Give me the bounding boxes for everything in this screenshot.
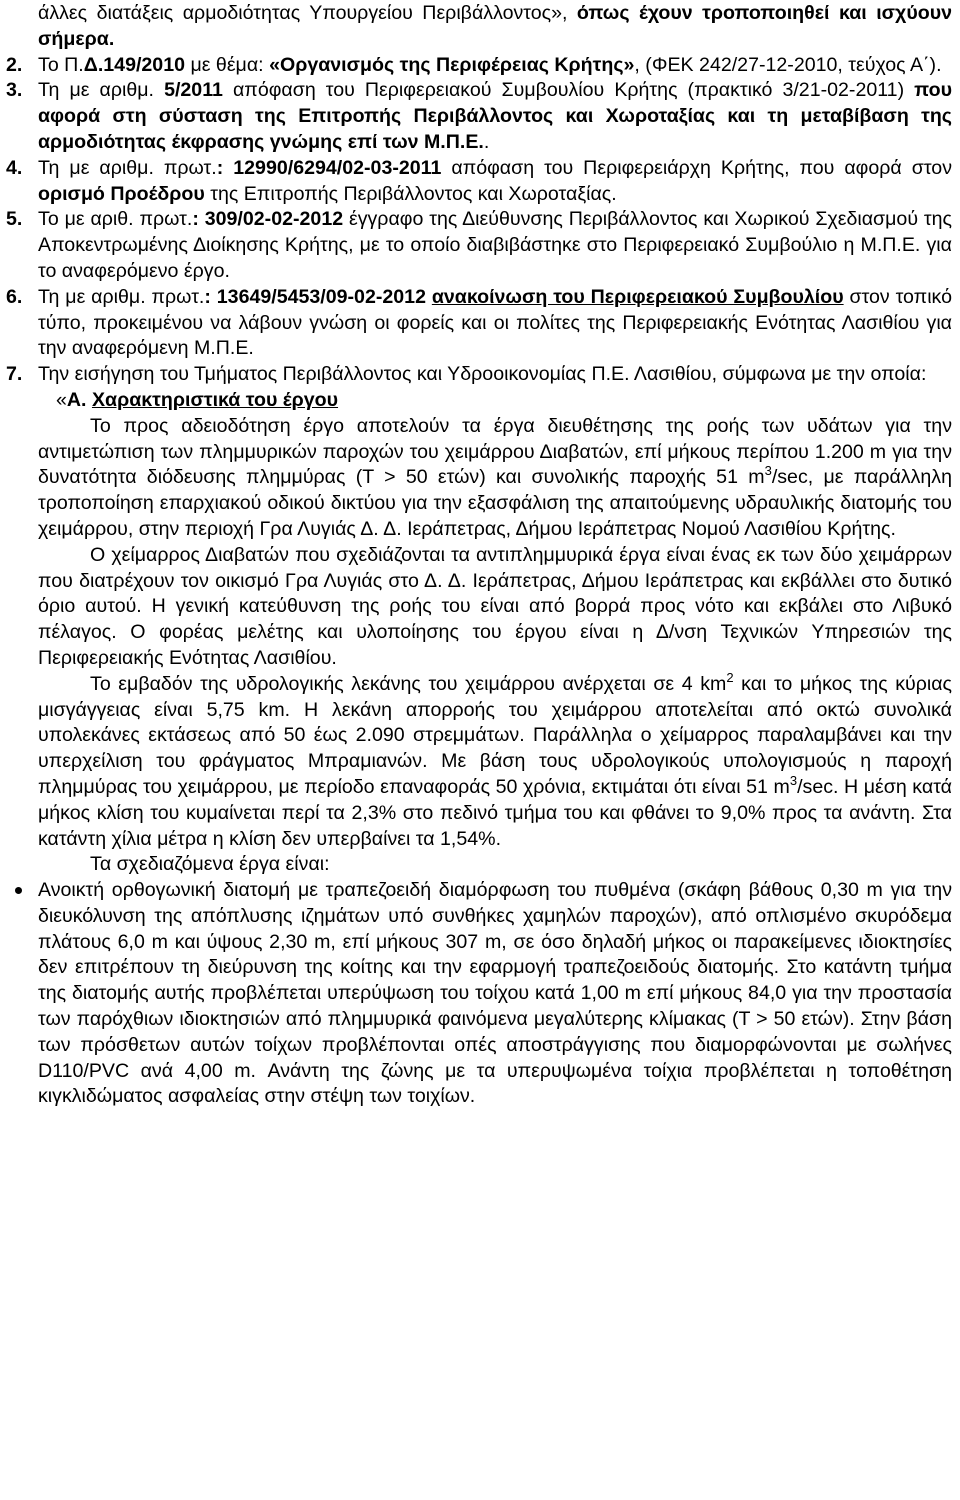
text-run: Τη με αριθμ. πρωτ. [38,156,217,179]
bold-run: : 309/02-02-2012 [192,208,344,231]
bold-run: : 12990/6294/02-03-2011 [216,156,442,179]
superscript: 3 [789,772,798,788]
section-letter: Α. [66,388,87,411]
list-number: 7. [6,363,23,386]
bold-run: : 13649/5453/09-02-2012 [204,285,426,308]
list-number: 6. [6,285,23,308]
list-number: 5. [6,208,23,231]
text-run: Το προς αδειοδότηση έργο αποτελούν τα έργα διευθέτησης της ροής των υδάτων για την αντιμετώπιση των πλημμυρικών παροχών του χειμάρρου Διαβατών, επί μήκους περίπου 1.200 m για την δυνατότητα διόδευσης πλημμύρας (Τ > 50 ετών) και συνολικής παροχής 51 m [38,414,952,489]
section-heading-a [38,388,952,414]
bullet-item-1 [38,878,952,1110]
text-run: . [483,130,490,153]
text-run: Την εισήγηση του Τμήματος Περιβάλλοντος και Υδροοικονομίας Π.Ε. Λασιθίου, σύμφωνα με την οποία: [38,363,927,386]
bold-run: ορισμό Προέδρου [38,182,205,205]
list-item-4 [6,156,952,208]
quote-mark: « [56,388,67,411]
list-item-7 [6,362,952,388]
text-run: έγγραφο της Διεύθυνσης Περιβάλλοντος και Χωρικού Σχεδιασμού της Αποκεντρωμένης Διοίκησης Κρήτης, με το οποίο διαβιβάστηκε στο Περιφερειακό Συμβούλιο η Μ.Π.Ε. για το αναφερόμενο έργο. [38,208,952,282]
text-run: Ανοικτή ορθογωνική διατομή με τραπεζοειδή διαμόρφωση του πυθμένα (σκάφη βάθους 0,30 m για την διευκόλυνση της απόπλυσης ιζημάτων υπό συνθήκες χαμηλών παροχών), από οπλισμένο σκυρόδεμα πλάτους 6,0 m και ύψους 2,30 m, επί μήκους 307 m, σε όσο δηλαδή μήκος οι παρακείμενες ιδιοκτησίες δεν επιτρέπουν τη διεύρυνση της κοίτης και την εφαρμογή τραπεζοειδούς διατομής. Στο κατάντη τμήμα της διατομής αυτής προβλέπεται υπερύψωση του τοίχου κατά 1,00 m επί μήκους 84,0 για την προστασία των παρόχθιων ιδιοκτησιών από πλημμυρικά φαινόμενα μεγαλύτερης κλίμακας (Τ > 50 ετών). Στην βάση των πρόσθετων αυτών τοίχων προβλέπονται οπές αποστράγγισης που διαμορφώνονται με σωλήνες D110/PVC ανά 4,00 m. Ανάντη της ζώνης με τα υπερυψωμένα τοίχια προβλέπεται η τοποθέτηση κιγκλιδώματος ασφαλείας στην στέψη των τοιχίων. [38,879,952,1108]
paragraph-a4: Τα σχεδιαζόμενα έργα είναι: [90,853,330,876]
bullet-icon [15,887,22,894]
list-number: 2. [6,53,23,76]
text-run: Τη με αριθμ. πρωτ. [38,285,205,308]
text-run: απόφαση του Περιφερειακού Συμβουλίου Κρήτης (πρακτικό 3/21-02-2011) [222,79,915,102]
list-number: 4. [6,156,23,179]
superscript: 2 [726,669,734,685]
text-run: Το εμβαδόν της υδρολογικής λεκάνης του χειμάρρου ανέρχεται σε 4 km [90,672,727,695]
paragraph-a3 [38,669,953,853]
text-run: στον τοπικό τύπο, προκειμένου να λάβουν γνώση οι φορείς και οι πολίτες της Περιφερειακής Ενότητας Λασιθίου για την αναφερόμενη Μ.Π.Ε. [38,285,952,360]
paragraph-a2: Ο χείμαρρος Διαβατών που σχεδιάζονται τα αντιπλημμυρικά έργα είναι ένας εκ των δύο χειμάρρων που διατρέχουν τον οικισμό Γρα Λυγιάς στο Δ. Δ. Ιεράπετρας, Δήμου Ιεράπετρας και εκβάλλει στο δυτικό όριο αυτού. Η γενική κατεύθυνση της ροής του είναι από βορρά προς νότο και εκβάλει στο Λιβυκό πέλαγος. Ο φορέας μελέτης και υλοποίησης του έργου είναι η Δ/νση Τεχνικών Υπηρεσιών της Περιφερειακής Ενότητας Λασιθίου. [38,543,952,669]
text-run: της Επιτροπής Περιβάλλοντος και Χωροταξίας. [204,182,617,205]
list-item-5 [6,207,952,284]
text-run: και το μήκος της κύριας μισγάγγειας είναι 5,75 km. Η λεκάνη απορροής του χειμάρρου αποτελείται από οκτώ συνολικά υπολεκάνες εκτάσεως από 50 έως 2.090 στρεμμάτων. Παράλληλα ο χείμαρρος παραλαμβάνει και την υπερχείλιση του φράγματος Μπραμιανών. Με βάση τους υδρολογικούς υπολογισμούς η παροχή πλημμύρας του χειμάρρου, με περίοδο επαναφοράς 50 χρόνια, εκτιμάται ότι είναι 51 m [38,672,953,798]
paragraph-intro [38,1,952,53]
text-run: Το με αριθ. πρωτ. [38,208,193,231]
list-number: 3. [6,79,23,102]
text-run: με θέμα: [185,53,270,76]
bold-run: Δ.149/2010 [83,53,186,76]
list-item-3 [6,78,952,155]
intro-bold-text: όπως έχουν τροποποιηθεί και ισχύουν σήμερα. [38,2,952,50]
text-run: Τη με αριθμ. [38,79,165,102]
text-run: , (ΦΕΚ 242/27-12-2010, τεύχος Α΄). [634,53,942,76]
text-run: απόφαση του Περιφερειάρχη Κρήτης, που αφορά στον [441,156,952,179]
intro-text: άλλες διατάξεις αρμοδιότητας Υπουργείου Περιβάλλοντος», [38,2,577,24]
bold-run: 5/2011 [164,79,223,102]
text-run: /sec. Η μέση κατά μήκος κλίση του κυμαίνεται περί τα 2,3% στο πεδινό τμήμα του και φθάνει το 9,0% προς τα ανάντη. Στα κατάντη χίλια μέτρα η κλίση δεν υπερβαίνει τα 1,54%. [38,775,952,850]
superscript: 3 [764,463,772,479]
text-run: Το Π. [38,53,84,76]
paragraph-a1 [38,414,952,543]
list-item-6 [6,285,952,362]
bold-run: που αφορά στη σύσταση της Επιτροπής Περιβάλλοντος και Χωροταξίας και τη μεταβίβαση της αρμοδιότητας έκφρασης γνώμης επί των Μ.Π.Ε. [38,79,952,153]
bold-underlined-run: ανακοίνωση του Περιφερειακού Συμβουλίου [431,285,844,308]
bold-run: «Οργανισμός της Περιφέρειας Κρήτης» [269,53,635,76]
section-title: Χαρακτηριστικά του έργου [91,388,339,411]
text-run: /sec, με παράλληλη τροποποίηση επαρχιακού οδικού δικτύου για την εξασφάλιση της απαιτούμενης υδραυλικής διατομής του χειμάρρου, στην περιοχή Γρα Λυγιάς Δ. Δ. Ιεράπετρας, Δήμου Ιεράπετρας Νομού Λασιθίου Κρήτης. [38,466,952,540]
list-item-2 [6,53,952,79]
